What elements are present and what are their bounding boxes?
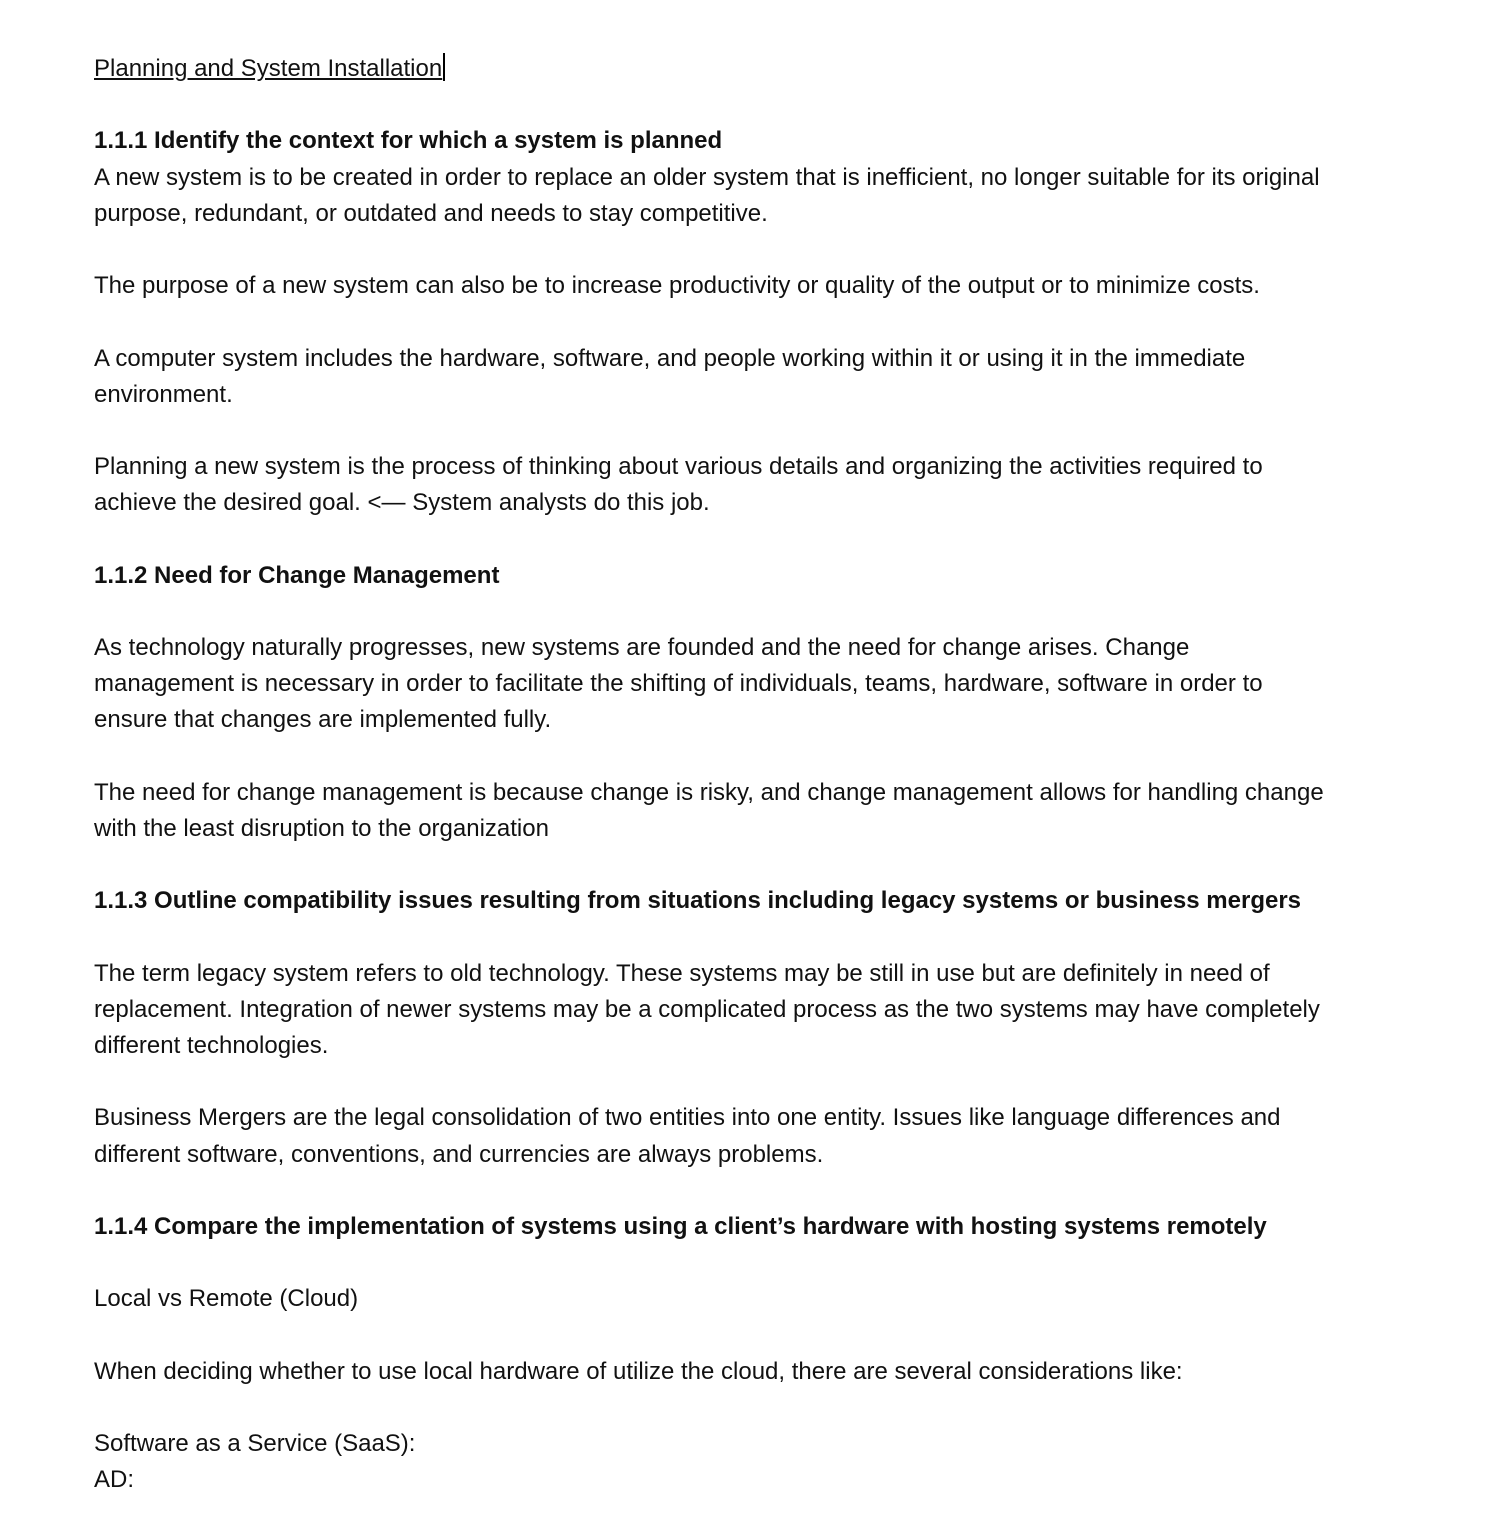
- text-line: AD:: [94, 1466, 135, 1494]
- document-body[interactable]: [94, 51, 1454, 1535]
- section-heading: [94, 123, 1454, 159]
- paragraph: [94, 1100, 1454, 1172]
- text-line: 1.1.1 Identify the context for which a system is planned: [94, 127, 723, 155]
- text-line: A computer system includes the hardware, software, and people working within it or using it in the immediate: [94, 344, 1246, 372]
- paragraph: [94, 449, 1454, 521]
- paragraph: [94, 268, 1454, 304]
- document-content: [94, 123, 1454, 1498]
- paragraph: [94, 1354, 1454, 1390]
- paragraph: [94, 160, 1454, 232]
- text-line: 1.1.4 Compare the implementation of systems using a client’s hardware with hosting systems remotely: [94, 1213, 1267, 1240]
- text-line: Business Mergers are the legal consolidation of two entities into one entity. Issues like language differences and: [94, 1104, 1281, 1132]
- text-line: management is necessary in order to facilitate the shifting of individuals, teams, hardware, software in order to: [94, 670, 1263, 698]
- text-line: ensure that changes are implemented fully.: [94, 706, 552, 734]
- text-line: Software as a Service (SaaS):: [94, 1430, 416, 1458]
- text-line: different software, conventions, and currencies are always problems.: [94, 1140, 824, 1168]
- paragraph: [94, 341, 1454, 413]
- text-line: with the least disruption to the organization: [94, 814, 549, 842]
- text-line: The purpose of a new system can also be to increase productivity or quality of the output or to minimize costs.: [94, 272, 1260, 300]
- paragraph: [94, 630, 1454, 739]
- text-line: 1.1.2 Need for Change Management: [94, 561, 500, 589]
- text-line: 1.1.3 Outline compatibility issues resulting from situations including legacy systems or business mergers: [94, 887, 1302, 915]
- document-title: Planning and System Installation: [94, 55, 443, 82]
- text-line: When deciding whether to use local hardware of utilize the cloud, there are several considerations like:: [94, 1357, 1183, 1385]
- text-line: Planning a new system is the process of thinking about various details and organizing the activities required to: [94, 453, 1263, 481]
- text-line: As technology naturally progresses, new systems are founded and the need for change arises. Change: [94, 634, 1190, 661]
- paragraph: [94, 775, 1454, 847]
- text-line: achieve the desired goal. <— System analysts do this job.: [94, 489, 710, 517]
- text-line: The term legacy system refers to old technology. These systems may be still in use but are definitely in need of: [94, 959, 1270, 987]
- paragraph: [94, 1426, 1454, 1498]
- text-line: environment.: [94, 380, 233, 408]
- text-line: purpose, redundant, or outdated and needs to stay competitive.: [94, 199, 768, 227]
- text-line: different technologies.: [94, 1032, 329, 1060]
- text-line: replacement. Integration of newer systems may be a complicated process as the two systems may have completely: [94, 995, 1320, 1023]
- text-line: The need for change management is because change is risky, and change management allows for handling change: [94, 778, 1324, 806]
- paragraph: [94, 956, 1454, 1065]
- section-heading: [94, 558, 1454, 594]
- text-cursor: [443, 53, 445, 81]
- text-line: A new system is to be created in order to replace an older system that is inefficient, no longer suitable for its original: [94, 163, 1320, 191]
- section-heading: [94, 1209, 1454, 1245]
- paragraph: [94, 1281, 1454, 1317]
- section-heading: [94, 883, 1454, 919]
- text-line: Local vs Remote (Cloud): [94, 1285, 359, 1313]
- document-title-block: [94, 51, 1454, 87]
